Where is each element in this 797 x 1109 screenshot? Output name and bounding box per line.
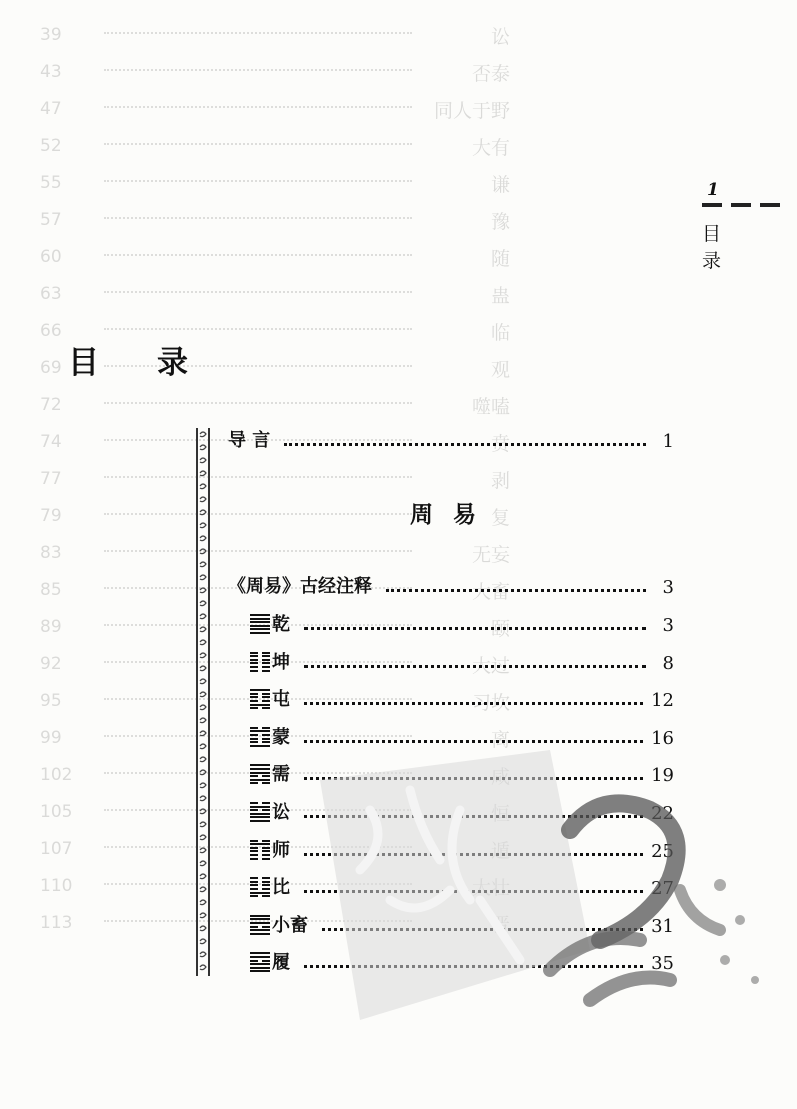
hexagram-name: 屯 [272, 689, 290, 711]
decorative-border [196, 428, 210, 976]
running-header-label: 录 [702, 250, 722, 272]
dot-leader [304, 665, 646, 668]
show-through-name: 大过 [471, 654, 510, 677]
show-through-number: 89 [40, 617, 62, 637]
toc-entry-label: 导 言 [228, 430, 271, 451]
show-through-name: 剥 [490, 469, 510, 492]
show-through-name: 否泰 [471, 62, 510, 85]
show-through-name: 大有 [471, 136, 510, 159]
border-swirl [200, 965, 206, 970]
show-through-name: 观 [490, 358, 510, 381]
border-swirl [200, 913, 206, 918]
toc-entry-label [250, 760, 290, 786]
dot-leader [104, 143, 412, 145]
hexagram-name: 比 [272, 877, 290, 899]
border-swirl [200, 887, 206, 892]
decorative-border-pattern [198, 428, 208, 976]
hexagram-name: 履 [272, 952, 290, 974]
hexagram-icon [250, 951, 270, 971]
toc-entry-label: 《周易》古经注释 [228, 576, 372, 597]
hexagram-icon [250, 801, 270, 821]
show-through-number: 113 [40, 913, 73, 933]
border-swirl [200, 471, 206, 476]
border-swirl [200, 705, 206, 710]
toc-page-number: 31 [651, 915, 674, 937]
show-through-number: 60 [40, 247, 62, 267]
show-through-row [40, 168, 510, 198]
border-swirl [200, 731, 206, 736]
page-title [68, 337, 188, 382]
dot-leader [104, 32, 412, 34]
show-through-number: 77 [40, 469, 62, 489]
show-through-name: 蛊 [490, 284, 510, 307]
show-through-number: 79 [40, 506, 62, 526]
show-through-row [40, 131, 510, 161]
border-swirl [200, 900, 206, 905]
running-header-page-number: 1 [707, 180, 719, 200]
toc-page-number: 19 [651, 765, 674, 787]
show-through-number: 55 [40, 173, 62, 193]
show-through-row [40, 57, 510, 87]
show-through-row [40, 94, 510, 124]
dot-leader [104, 106, 412, 108]
hexagram-name: 讼 [272, 802, 290, 823]
border-swirl [200, 757, 206, 762]
toc-page-number: 35 [651, 953, 674, 975]
dot-leader [386, 589, 646, 592]
show-through-name: 谦 [490, 173, 510, 196]
show-through-row [40, 279, 510, 309]
show-through-number: 110 [40, 876, 73, 896]
show-through-name: 讼 [490, 25, 510, 48]
toc-page-number: 22 [651, 803, 674, 824]
border-swirl [200, 692, 206, 697]
show-through-row [40, 464, 510, 494]
show-through-number: 83 [40, 543, 62, 563]
hexagram-icon [250, 876, 270, 896]
show-through-number: 63 [40, 284, 62, 304]
section-heading-char: 周 [410, 502, 433, 528]
border-swirl [200, 770, 206, 775]
toc-entry-intro[interactable] [228, 424, 674, 452]
dot-leader [104, 550, 412, 552]
border-swirl [200, 562, 206, 567]
border-swirl [200, 523, 206, 528]
border-swirl [200, 952, 206, 957]
calligraphy-mark [530, 770, 790, 1020]
show-through-row [40, 20, 510, 50]
show-through-number: 85 [40, 580, 62, 600]
border-swirl [200, 601, 206, 606]
border-swirl [200, 796, 206, 801]
show-through-name: 豫 [490, 210, 510, 233]
border-swirl [200, 939, 206, 944]
hexagram-icon [250, 763, 270, 783]
border-swirl [200, 666, 206, 671]
border-swirl [200, 718, 206, 723]
dot-leader [104, 291, 412, 293]
dot-leader [104, 254, 412, 256]
border-swirl [200, 510, 206, 515]
show-through-number: 74 [40, 432, 62, 452]
toc-page-number: 3 [662, 615, 674, 636]
hexagram-icon [250, 613, 270, 633]
dot-leader [104, 513, 412, 515]
show-through-number: 43 [40, 62, 62, 82]
toc-entry-hexagram[interactable] [250, 683, 674, 711]
running-header-label: 目 [702, 223, 722, 245]
hexagram-icon [250, 688, 270, 708]
show-through-number: 66 [40, 321, 62, 341]
dot-leader [304, 702, 643, 705]
border-swirl [200, 835, 206, 840]
show-through-number: 69 [40, 358, 62, 378]
toc-entry-label [250, 610, 290, 636]
border-swirl [200, 432, 206, 437]
dot-leader [284, 443, 646, 446]
toc-entry-label [250, 948, 290, 974]
show-through-number: 57 [40, 210, 62, 230]
toc-page-number: 16 [651, 727, 674, 749]
border-swirl [200, 653, 206, 658]
show-through-name: 贲 [490, 432, 510, 455]
border-swirl [200, 744, 206, 749]
hexagram-name: 师 [272, 839, 290, 861]
title-char: 录 [157, 345, 188, 381]
dot-leader [104, 402, 412, 404]
show-through-row [40, 390, 510, 420]
border-swirl [200, 549, 206, 554]
hexagram-name: 需 [272, 764, 290, 786]
show-through-name: 临 [490, 321, 510, 344]
show-through-name: 离 [490, 728, 510, 751]
border-swirl [200, 497, 206, 502]
dot-leader [304, 627, 646, 630]
toc-entry-label [250, 723, 290, 749]
show-through-name: 噬嗑 [471, 395, 510, 418]
border-swirl [200, 861, 206, 866]
show-through-name: 随 [490, 247, 510, 270]
toc-entry-label [250, 873, 290, 899]
border-swirl [200, 926, 206, 931]
show-through-name: 同人于野 [433, 99, 510, 122]
toc-entry-label [250, 836, 290, 862]
border-swirl [200, 783, 206, 788]
show-through-number: 105 [40, 802, 73, 822]
show-through-number: 107 [40, 839, 73, 859]
hexagram-icon [250, 839, 270, 859]
hexagram-name: 蒙 [272, 726, 290, 748]
show-through-name: 颐 [490, 617, 510, 640]
toc-entry-label [250, 648, 290, 674]
title-char: 目 [68, 345, 99, 381]
dot-leader [104, 69, 412, 71]
show-through-number: 99 [40, 728, 62, 748]
toc-page-number: 25 [651, 840, 674, 862]
hexagram-icon [250, 651, 270, 671]
hexagram-icon [250, 914, 270, 934]
section-heading [410, 496, 476, 529]
hexagram-name: 乾 [272, 614, 290, 635]
hexagram-name: 小畜 [272, 914, 308, 936]
border-swirl [200, 822, 206, 827]
show-through-number: 47 [40, 99, 62, 119]
toc-page-number: 27 [651, 878, 674, 900]
border-swirl [200, 536, 206, 541]
border-swirl [200, 445, 206, 450]
show-through-row [40, 205, 510, 235]
toc-page-number: 12 [651, 690, 674, 712]
section-heading-char: 易 [453, 502, 476, 528]
border-swirl [200, 575, 206, 580]
show-through-name: 大畜 [471, 580, 510, 603]
border-swirl [200, 484, 206, 489]
border-swirl [200, 458, 206, 463]
border-swirl [200, 679, 206, 684]
toc-entry-label [250, 798, 290, 824]
border-swirl [200, 588, 206, 593]
dot-leader [104, 328, 412, 330]
header-rule [731, 203, 751, 207]
border-swirl [200, 627, 206, 632]
toc-page-number: 1 [662, 431, 674, 452]
border-swirl [200, 809, 206, 814]
toc-entry-hexagram[interactable] [250, 608, 674, 636]
dot-leader [104, 217, 412, 219]
border-swirl [200, 848, 206, 853]
border-swirl [200, 640, 206, 645]
dot-leader [104, 180, 412, 182]
show-through-number: 92 [40, 654, 62, 674]
show-through-number: 95 [40, 691, 62, 711]
hexagram-name: 坤 [272, 651, 290, 673]
show-through-name: 无妄 [471, 543, 510, 566]
dot-leader [104, 476, 412, 478]
show-through-name: 习坎 [471, 691, 510, 714]
toc-page-number: 3 [662, 577, 674, 598]
toc-entry-hexagram[interactable] [250, 646, 674, 674]
border-swirl [200, 614, 206, 619]
toc-page-number: 8 [662, 652, 674, 674]
header-rule [760, 203, 780, 207]
show-through-row [40, 538, 510, 568]
toc-entry-label [250, 685, 290, 711]
hexagram-icon [250, 726, 270, 746]
show-through-number: 52 [40, 136, 62, 156]
show-through-number: 72 [40, 395, 62, 415]
border-swirl [200, 874, 206, 879]
show-through-name: 复 [490, 506, 510, 529]
header-rule [702, 203, 722, 207]
toc-entry-chapter[interactable] [228, 570, 674, 598]
show-through-number: 39 [40, 25, 62, 45]
show-through-row [40, 242, 510, 272]
dot-leader [304, 740, 643, 743]
toc-entry-hexagram[interactable] [250, 721, 674, 749]
show-through-number: 102 [40, 765, 73, 785]
